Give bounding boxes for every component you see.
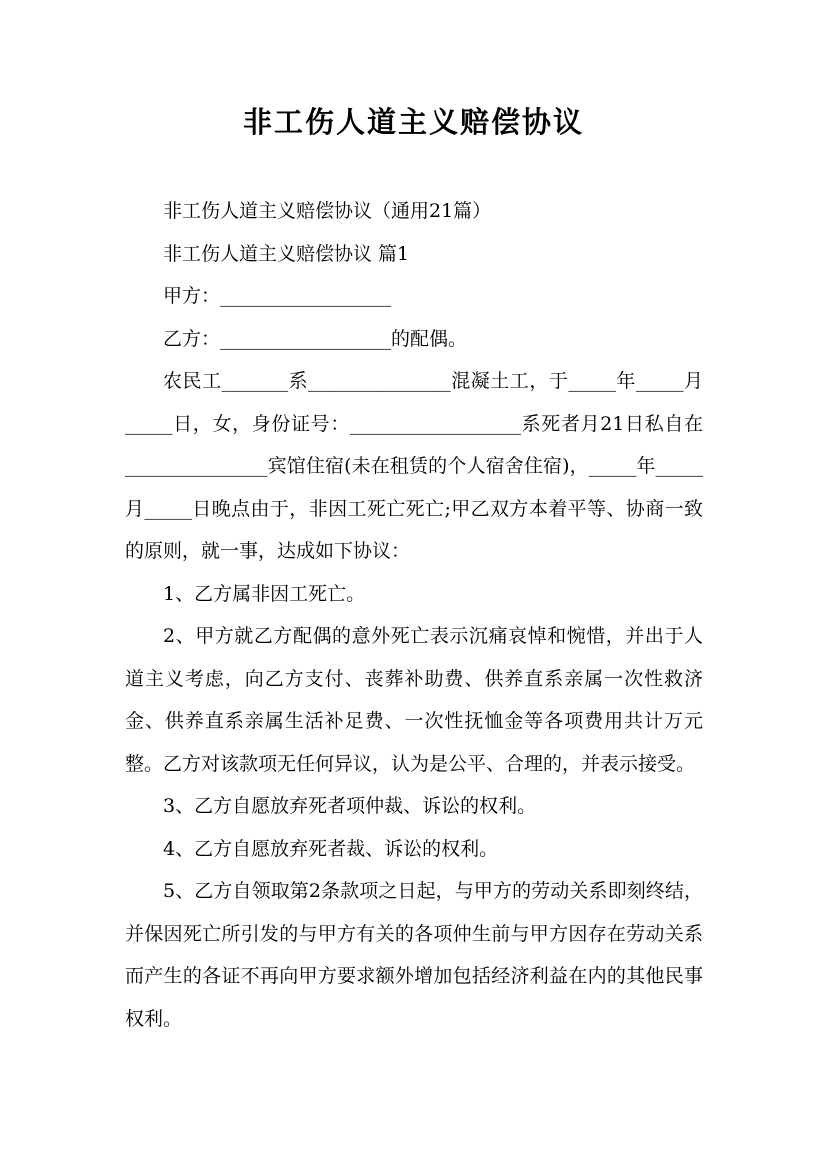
paragraph-party-a: 甲方：__________________ — [163, 285, 392, 307]
paragraph-clause-2: 2、甲方就乙方配偶的意外死亡表示沉痛哀悼和惋惜，并出于人道主义考虑，向乙方支付、丧葬补助费、供养直系亲属一次性救济金、供养直系亲属生活补足费、一次性抚恤金等各项费用共计万元整。乙方对该款项无任何异议，认为是公平、合理的，并表示接受。 — [125, 625, 703, 775]
paragraph-background: 农民工_______系_______________混凝土工，于_____年_____月_____日，女，身份证号：__________________系死者月21日私自在_______________宾馆住宿(未在租赁的个人宿舍住宿)，_____年_____月_____日晚点由于，非因工死亡死亡;甲乙双方本着平等、协商一致的原则，就一事，达成如下协议： — [125, 370, 703, 562]
paragraph-clause-3: 3、乙方自愿放弃死者项仲裁、诉讼的权利。 — [163, 795, 537, 817]
document-title: 非工伤人道主义赔偿协议 — [242, 105, 584, 139]
paragraph-subtitle: 非工伤人道主义赔偿协议（通用21篇） — [163, 200, 492, 222]
document-body — [125, 190, 703, 1040]
paragraph-clause-1: 1、乙方属非因工死亡。 — [163, 582, 366, 605]
paragraph-section-heading: 非工伤人道主义赔偿协议 篇1 — [163, 242, 410, 265]
paragraph-party-b: 乙方：__________________的配偶。 — [163, 327, 468, 350]
paragraph-clause-4: 4、乙方自愿放弃死者裁、诉讼的权利。 — [163, 837, 499, 860]
paragraph-clause-5: 5、乙方自领取第2条款项之日起，与甲方的劳动关系即刻终结，并保因死亡所引发的与甲方有关的各项仲生前与甲方因存在劳动关系而产生的各证不再向甲方要求额外增加包括经济利益在内的其他民事权利。 — [125, 880, 703, 1030]
